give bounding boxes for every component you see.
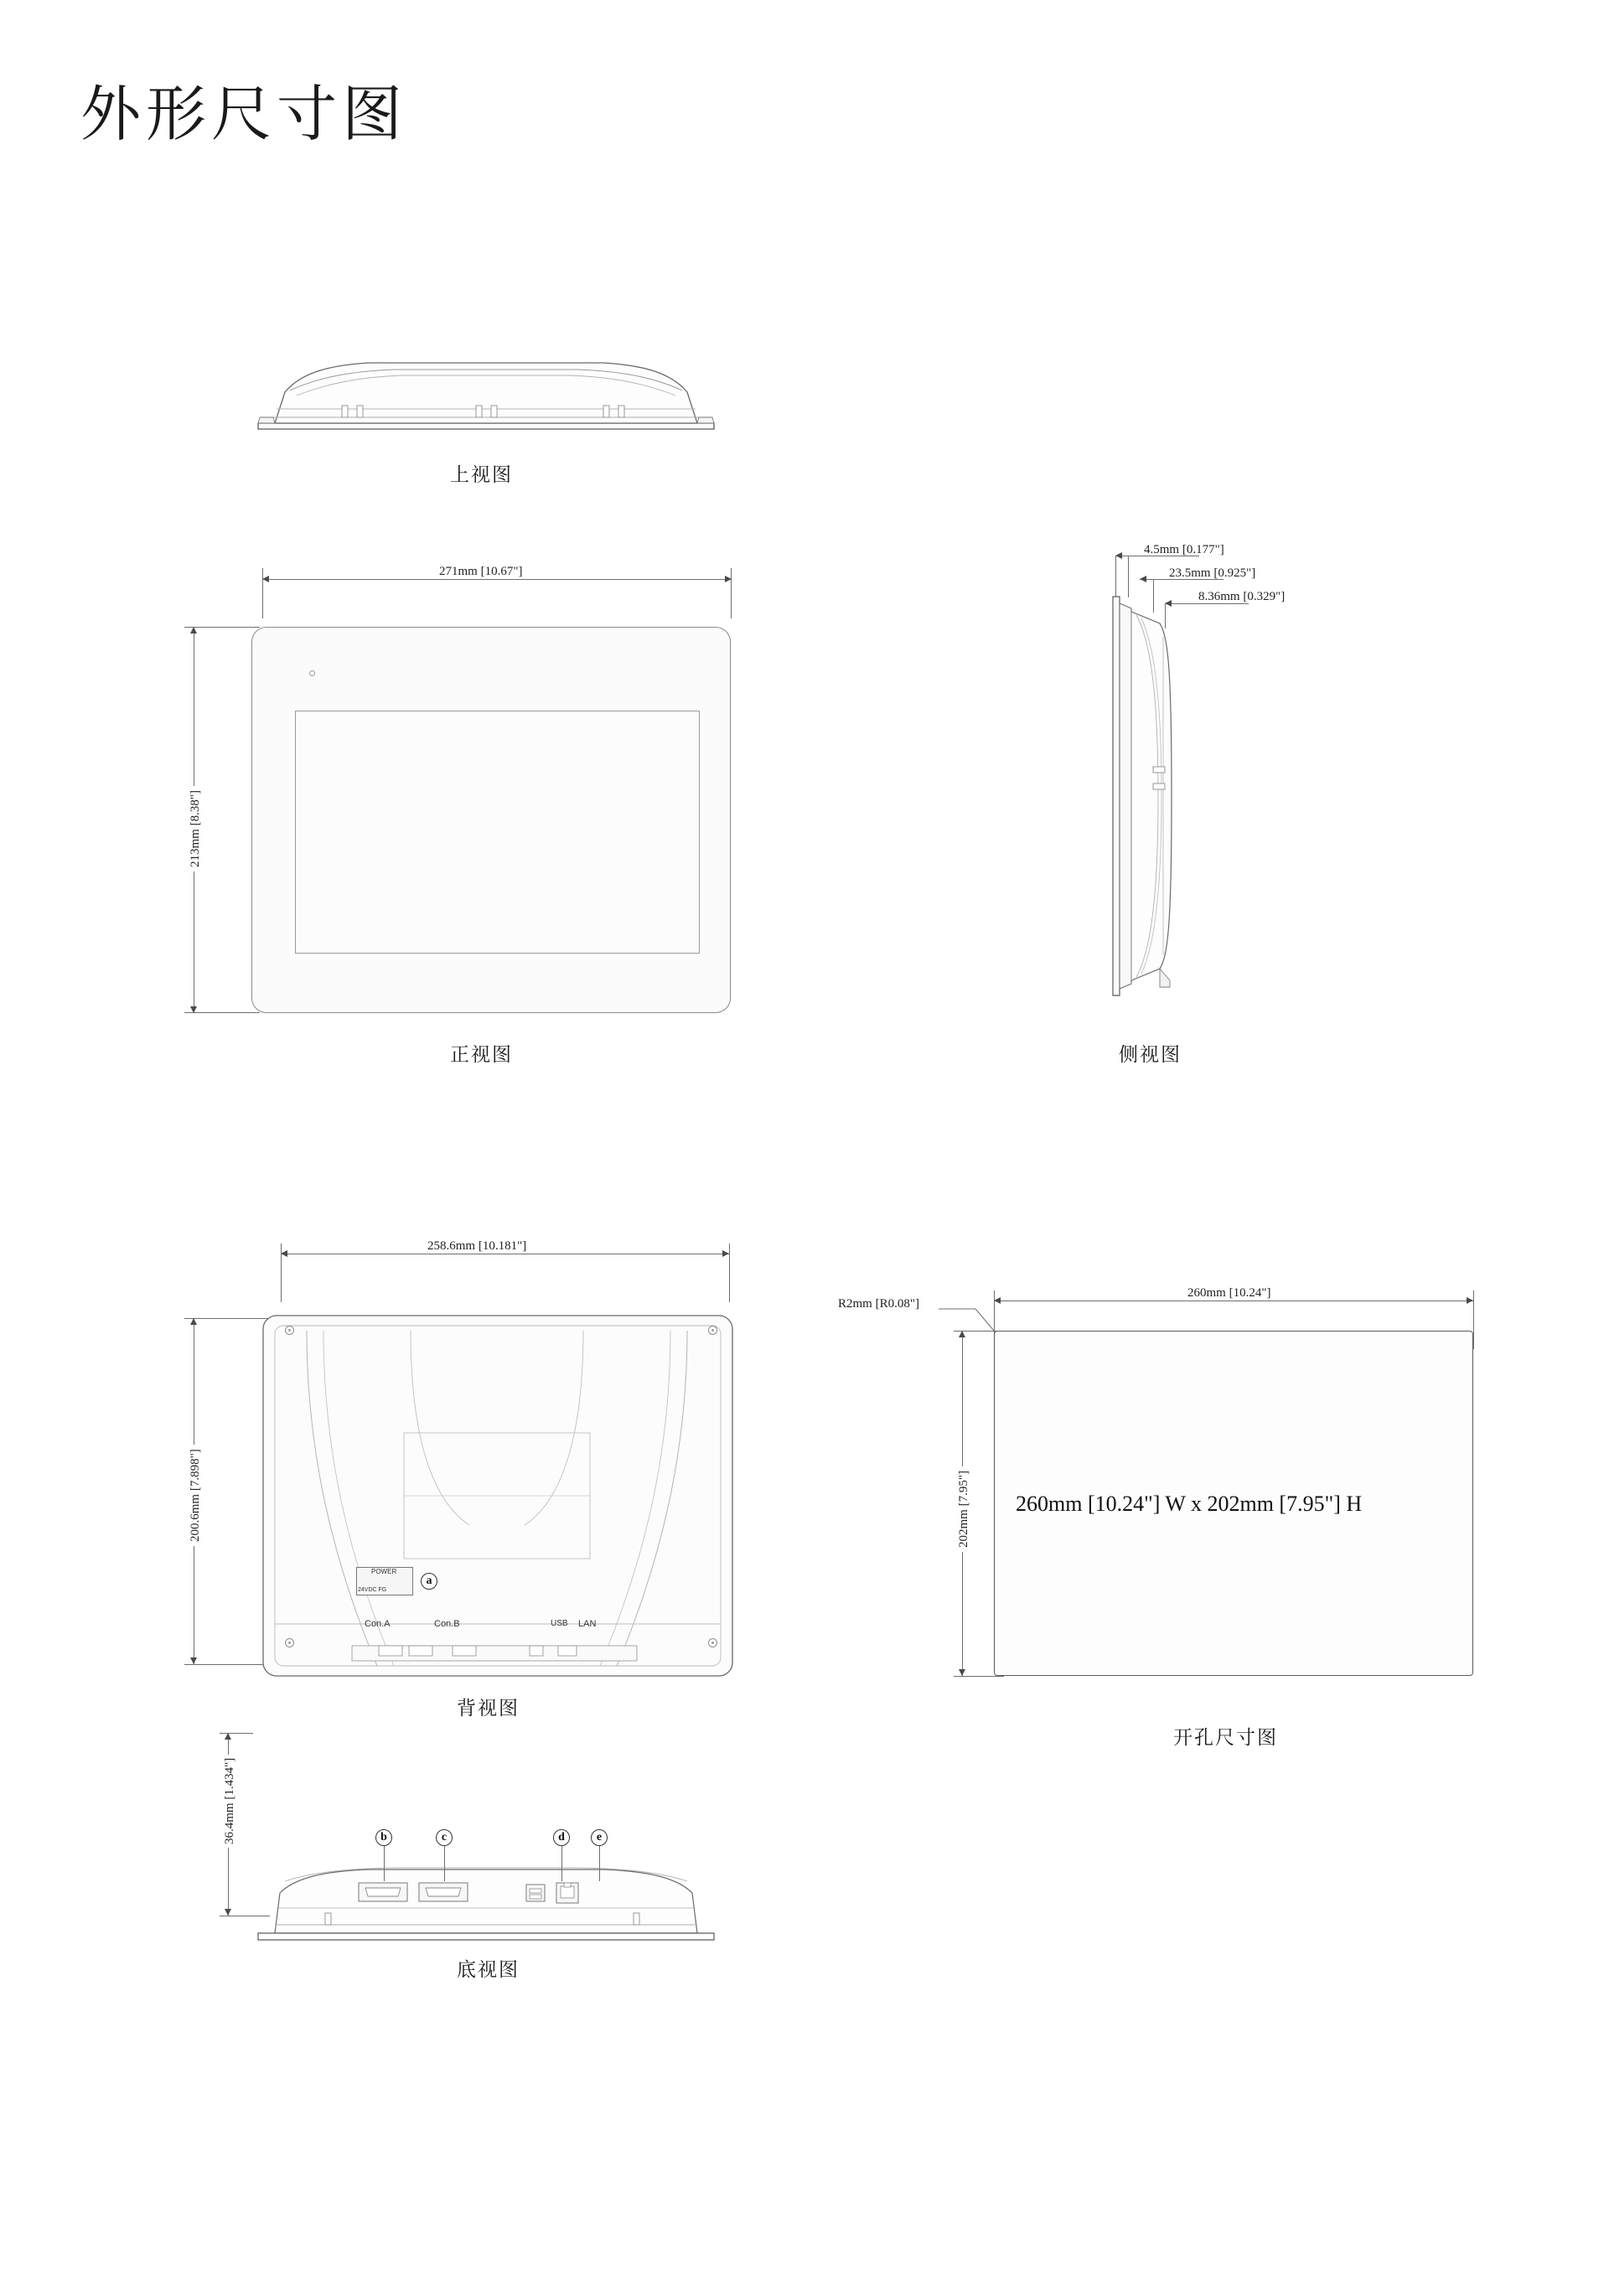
side-dim3-text: 8.36mm [0.329"]	[1198, 590, 1286, 603]
back-height-dim-text: 200.6mm [7.898"]	[189, 1445, 203, 1546]
front-view-caption: 正视图	[450, 1044, 513, 1065]
cutout-width-arrow-right	[1467, 1297, 1473, 1304]
back-height-arrow-top	[190, 1318, 197, 1325]
back-width-dim-text: 258.6mm [10.181"]	[423, 1239, 530, 1254]
marker-d-leader	[561, 1846, 562, 1881]
marker-b: b	[375, 1829, 392, 1846]
front-height-dim-text: 213mm [8.38"]	[189, 786, 203, 871]
cutout-center-label: 260mm [10.24"] W x 202mm [7.95"] H	[1016, 1492, 1363, 1516]
side-dim1-text: 4.5mm [0.177"]	[1144, 543, 1224, 556]
marker-b-leader	[384, 1846, 385, 1881]
front-width-dim-line	[262, 579, 732, 580]
label-lan: LAN	[578, 1619, 597, 1629]
bottom-view-drawing	[251, 1856, 754, 1948]
back-screw-bottom-right	[708, 1638, 717, 1647]
back-width-arrow-left	[281, 1250, 287, 1257]
power-terminal-label: POWER	[371, 1568, 397, 1575]
back-view-drawing	[251, 1307, 754, 1676]
front-width-arrow-left	[262, 576, 269, 582]
marker-c-leader	[444, 1846, 445, 1881]
label-usb: USB	[551, 1619, 568, 1628]
back-screw-top-right	[708, 1326, 717, 1335]
power-terminal-pins: 24VDC FG	[358, 1587, 387, 1593]
marker-a: a	[421, 1573, 437, 1590]
cutout-width-ext-right	[1473, 1290, 1474, 1349]
marker-e: e	[591, 1829, 608, 1846]
side-dim1-arrow	[1115, 552, 1122, 559]
back-view-caption: 背视图	[457, 1698, 520, 1719]
page-title: 外形尺寸图	[80, 81, 408, 148]
cutout-height-dim-text: 202mm [7.95"]	[957, 1466, 971, 1552]
front-width-dim-text: 271mm [10.67"]	[435, 565, 526, 579]
cutout-width-arrow-left	[994, 1297, 1001, 1304]
cutout-width-dim-text: 260mm [10.24"]	[1183, 1286, 1275, 1301]
marker-e-leader	[599, 1846, 600, 1881]
top-view-caption: 上视图	[450, 464, 513, 485]
cutout-height-ext-bottom	[954, 1676, 1004, 1677]
front-height-arrow-top	[190, 627, 197, 633]
top-view-drawing	[251, 344, 721, 452]
label-con-a: Con.A	[365, 1619, 391, 1629]
cutout-view-caption: 开孔尺寸图	[1173, 1727, 1278, 1748]
back-screw-bottom-left	[285, 1638, 294, 1647]
marker-c: c	[436, 1829, 453, 1846]
front-led-indicator	[309, 670, 315, 676]
back-width-ext-right	[729, 1244, 730, 1302]
front-height-ext-top	[184, 627, 260, 628]
bottom-height-ext-top	[220, 1733, 253, 1734]
side-view-caption: 侧视图	[1119, 1044, 1182, 1065]
side-dim2-text: 23.5mm [0.925"]	[1169, 566, 1256, 580]
label-con-b: Con.B	[434, 1619, 460, 1629]
bottom-height-arrow-top	[225, 1733, 231, 1740]
marker-d: d	[553, 1829, 570, 1846]
cutout-height-arrow-bottom	[959, 1669, 965, 1676]
bottom-view-caption: 底视图	[457, 1959, 520, 1980]
back-width-ext-left	[281, 1244, 282, 1302]
back-height-arrow-bottom	[190, 1657, 197, 1664]
back-screw-top-left	[285, 1326, 294, 1335]
side-view-drawing	[1089, 587, 1249, 1006]
front-width-ext-left	[262, 568, 263, 618]
cutout-radius-dim-text: R2mm [R0.08"]	[838, 1297, 919, 1311]
side-dim2-arrow	[1140, 576, 1146, 582]
back-width-arrow-right	[722, 1250, 729, 1257]
bottom-height-dim-text: 36.4mm [1.434"]	[223, 1755, 237, 1848]
bottom-height-arrow-bottom	[225, 1909, 231, 1916]
front-height-ext-bottom	[184, 1012, 260, 1013]
front-width-ext-right	[731, 568, 732, 618]
front-display-area	[295, 711, 700, 954]
